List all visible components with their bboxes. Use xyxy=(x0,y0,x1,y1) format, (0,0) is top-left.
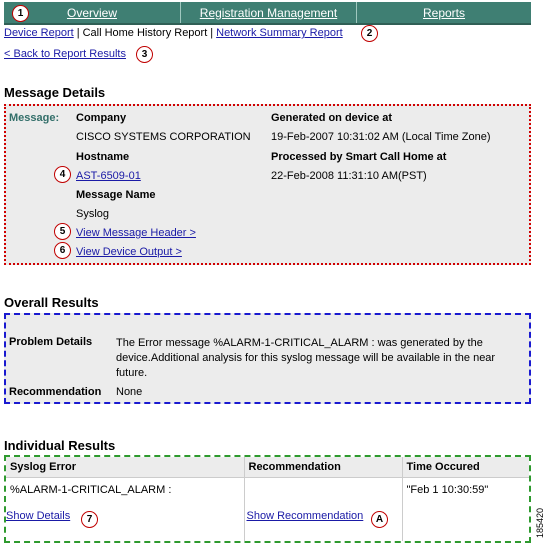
processed-label: Processed by Smart Call Home at xyxy=(271,151,447,163)
message-label: Message: xyxy=(9,112,60,124)
processed-value: 22-Feb-2008 11:31:10 AM(PST) xyxy=(271,170,427,182)
callout-1: 1 xyxy=(12,5,29,22)
individual-results-heading: Individual Results xyxy=(4,438,116,453)
callout-7: 7 xyxy=(81,511,98,528)
callout-6: 6 xyxy=(54,242,71,259)
message-name-label: Message Name xyxy=(76,189,156,201)
tab-registration-management[interactable]: Registration Management xyxy=(181,2,357,23)
message-details-heading: Message Details xyxy=(4,85,106,100)
generated-value: 19-Feb-2007 10:31:02 AM (Local Time Zone) xyxy=(271,131,491,143)
device-report-link[interactable]: Device Report xyxy=(4,27,74,39)
table-row xyxy=(6,477,529,541)
individual-results-table xyxy=(6,457,529,541)
view-message-header-link[interactable]: View Message Header > xyxy=(76,227,196,239)
overall-results-heading: Overall Results xyxy=(4,295,99,310)
message-details-panel xyxy=(4,104,531,265)
problem-details-label: Problem Details xyxy=(9,336,93,348)
callout-2: 2 xyxy=(361,25,378,42)
column-header-syslog-error: Syslog Error xyxy=(6,457,244,477)
top-nav xyxy=(4,2,531,25)
view-device-output-link[interactable]: View Device Output > xyxy=(76,246,182,258)
report-subnav xyxy=(4,27,343,39)
individual-results-panel xyxy=(4,455,531,543)
message-name-value: Syslog xyxy=(76,208,110,220)
show-details-link[interactable]: Show Details xyxy=(6,509,71,522)
recommendation-cell xyxy=(244,477,402,541)
callout-a: A xyxy=(371,511,388,528)
problem-details-text: The Error message %ALARM-1-CRITICAL_ALARM : was generated by the device.Additional analysis for this syslog message will be available in the near future. xyxy=(116,337,496,379)
company-label: Company xyxy=(76,112,127,124)
callout-4: 4 xyxy=(54,166,71,183)
tab-overview[interactable]: Overview xyxy=(4,2,181,23)
tab-reports[interactable]: Reports xyxy=(422,5,466,20)
callout-5: 5 xyxy=(54,223,71,240)
show-recommendation-link[interactable]: Show Recommendation xyxy=(246,509,364,522)
subnav-separator: | xyxy=(76,27,80,39)
recommendation-value: None xyxy=(116,386,143,398)
overall-results-panel xyxy=(4,313,531,404)
figure-number: 185420 xyxy=(535,508,545,539)
subnav-separator: | xyxy=(210,27,214,39)
time-occured-cell: "Feb 1 10:30:59" xyxy=(406,483,489,496)
company-value: CISCO SYSTEMS CORPORATION xyxy=(76,131,251,143)
network-summary-report-link[interactable]: Network Summary Report xyxy=(216,27,343,39)
column-header-time-occured: Time Occured xyxy=(402,457,529,477)
hostname-link[interactable]: AST-6509-01 xyxy=(76,170,141,182)
callout-3: 3 xyxy=(136,46,153,63)
current-report-label: Call Home History Report xyxy=(82,27,208,39)
syslog-error-value: %ALARM-1-CRITICAL_ALARM : xyxy=(10,483,172,496)
hostname-label: Hostname xyxy=(76,151,130,163)
generated-label: Generated on device at xyxy=(271,112,393,124)
back-to-report-results-link[interactable]: < Back to Report Results xyxy=(4,48,126,60)
syslog-error-cell xyxy=(6,477,244,541)
column-header-recommendation: Recommendation xyxy=(244,457,402,477)
recommendation-label: Recommendation xyxy=(9,386,102,398)
